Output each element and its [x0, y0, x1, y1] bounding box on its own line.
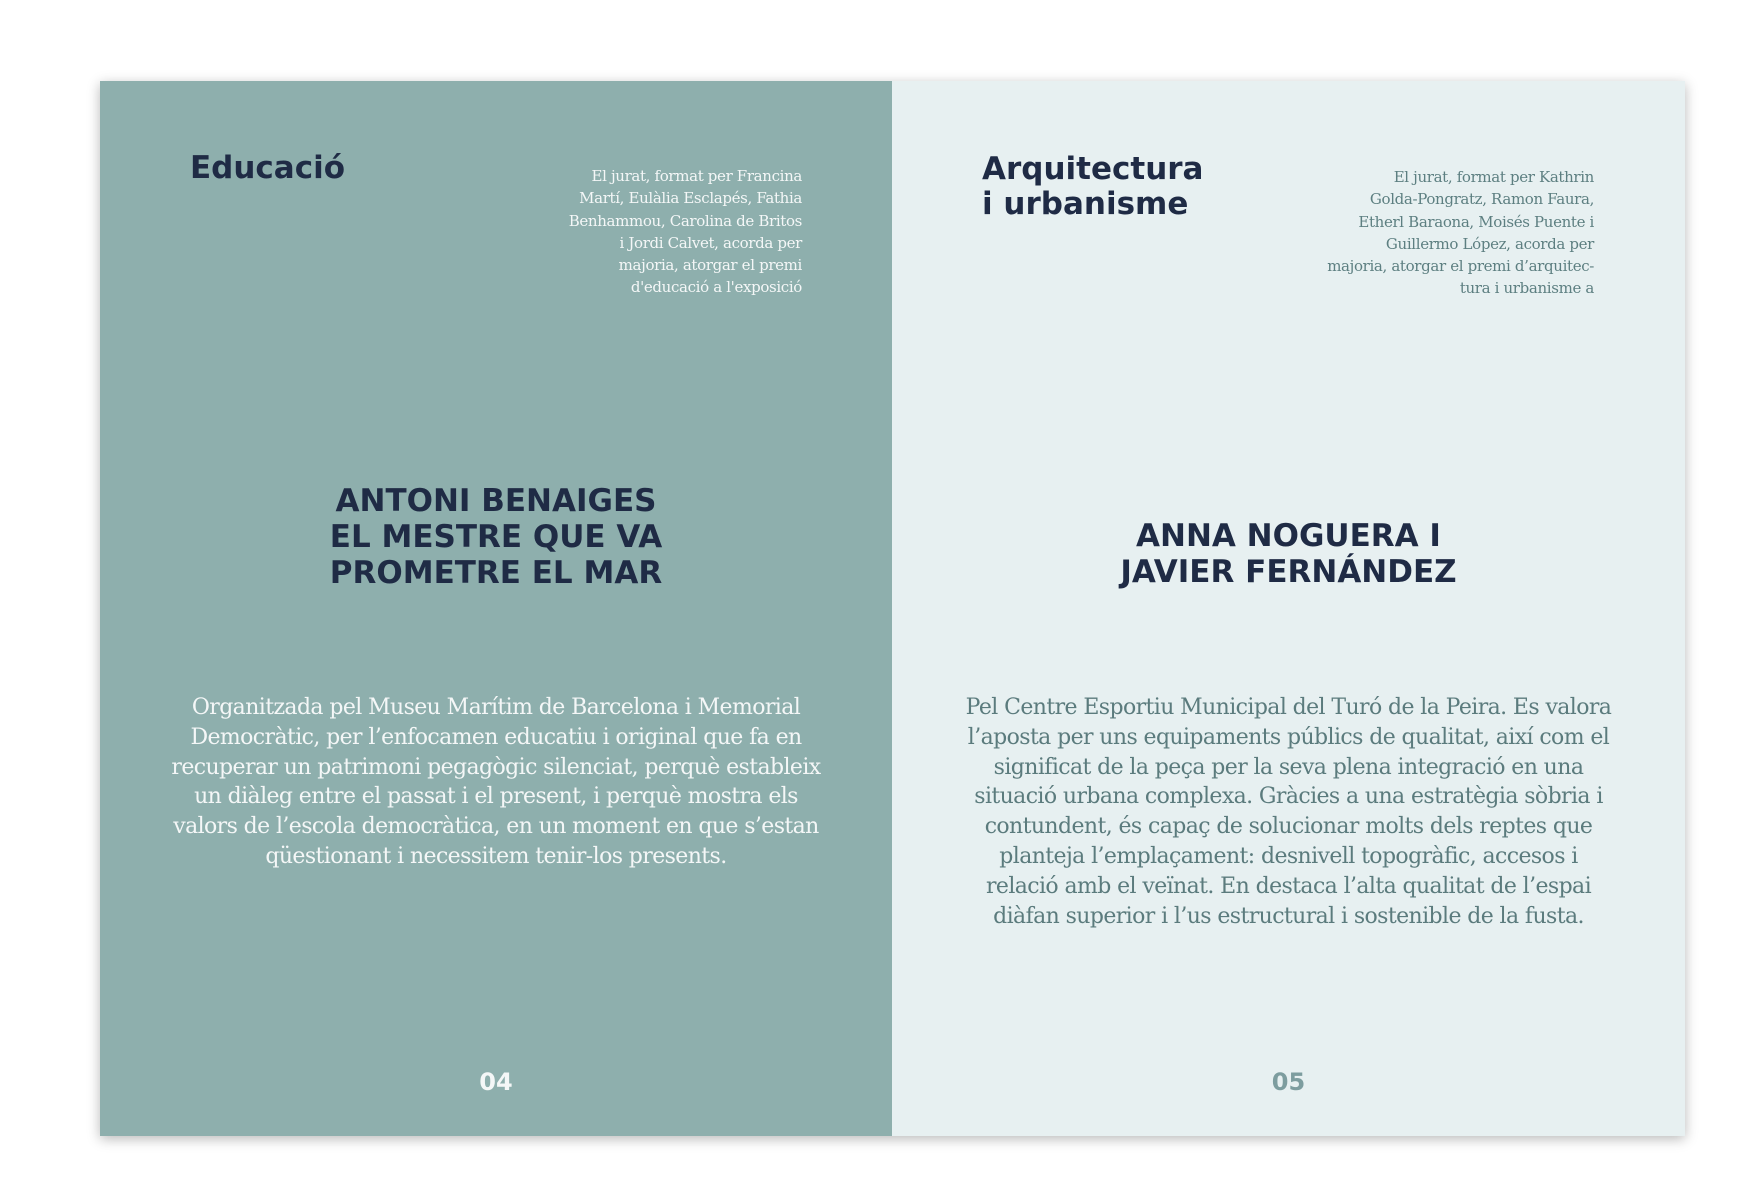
award-description: Organitzada pel Museu Marítim de Barcelona i Memorial Democràtic, per l’enfocamen educatiu i original que fa en recuperar un patrimoni pegagògic silenciat, perquè estableix un diàleg entre el passat i el present, i perquè mostra els valors de l’escola democràtica, en un moment en que s’estan qüestionant i necessitem tenir-los presents. [171, 695, 821, 869]
winner-title: ANNA NOGUERA I JAVIER FERNÁNDEZ [1120, 518, 1457, 590]
page-spread [100, 81, 1685, 1136]
page-educacio [100, 81, 892, 1136]
section-title: Educació [190, 150, 346, 186]
award-description: Pel Centre Esportiu Municipal del Turó de la Peira. Es valora l’aposta per uns equipaments públics de qualitat, així com el significat de la peça per la seva plena integració en una situació urbana complexa. Gràcies a una estratègia sòbria i contundent, és capaç de solucionar molts dels reptes que planteja l’emplaçament: desnivell topogràfic, accesos i relació amb el veïnat. En destaca l’alta qualitat de l’espai diàfan superior i l’us estructural i sostenible de la fusta. [965, 695, 1612, 929]
jury-statement: El jurat, format per Francina Martí, Eulàlia Esclapés, Fathia Benhammou, Carolina de Britos i Jordi Calvet, acorda per majoria, atorgar el premi d'educació a l'exposició [568, 167, 802, 297]
page-number: 04 [479, 1068, 513, 1096]
section-title: Arquitectura i urbanisme [982, 151, 1204, 222]
page-number: 05 [1271, 1068, 1306, 1096]
page-arquitectura [892, 81, 1685, 1136]
jury-statement: El jurat, format per Kathrin Golda-Pongratz, Ramon Faura, Etherl Baraona, Moisés Puente i Guillermo López, acorda per majoria, atorgar el premi d’arquitec- tura i urbanisme a [1327, 168, 1594, 298]
winner-title: ANTONI BENAIGES EL MESTRE QUE VA PROMETRE EL MAR [329, 483, 663, 591]
